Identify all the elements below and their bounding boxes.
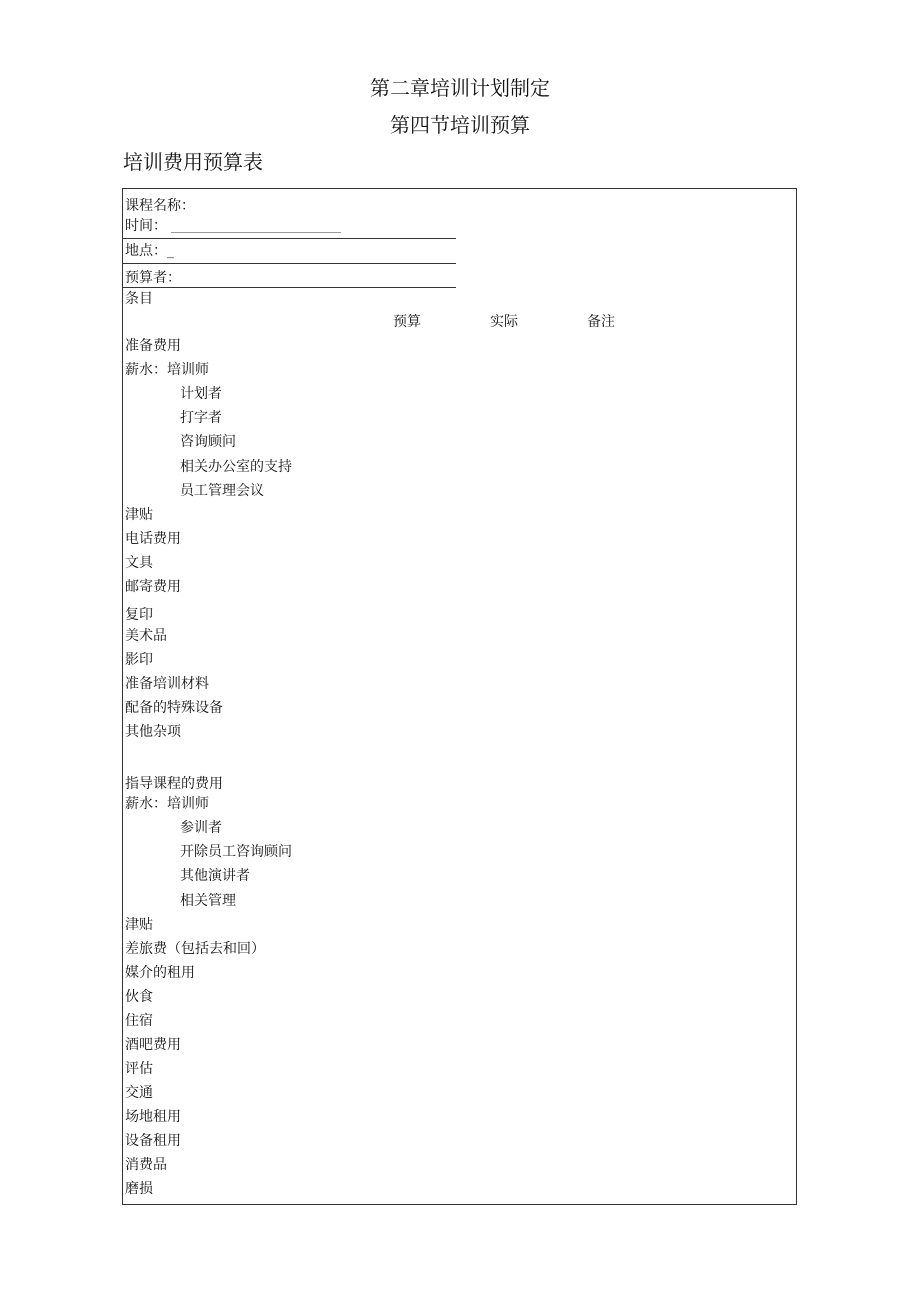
chapter-title: 第二章培训计划制定	[370, 76, 550, 100]
guide-salary-sub-item: 相关管理	[180, 893, 236, 909]
prep-item: 复印	[125, 607, 153, 623]
guide-item: 伙食	[125, 989, 153, 1005]
item-header: 条目	[125, 291, 153, 307]
prep-salary-sub-item: 咨询顾问	[180, 434, 236, 450]
actual-column-header: 实际	[490, 314, 518, 330]
guide-salary-sub-item: 参训者	[180, 820, 222, 836]
guide-item: 交通	[125, 1085, 153, 1101]
prep-item: 文具	[125, 555, 153, 571]
guide-item: 场地租用	[125, 1109, 181, 1125]
prep-salary-sub-item: 计划者	[180, 386, 222, 402]
guide-item: 住宿	[125, 1013, 153, 1029]
divider-line	[123, 238, 456, 239]
guide-item: 媒介的租用	[125, 965, 195, 981]
guide-salary: 薪水：培训师	[125, 796, 209, 812]
prep-salary: 薪水：培训师	[125, 362, 209, 378]
course-name-label: 课程名称：	[125, 198, 195, 214]
divider-line	[123, 263, 456, 264]
guide-item: 津贴	[125, 917, 153, 933]
guide-salary-sub-item: 开除员工咨询顾问	[180, 844, 292, 860]
prep-salary-sub-item: 相关办公室的支持	[180, 459, 292, 475]
prep-item: 其他杂项	[125, 724, 181, 740]
prep-item: 影印	[125, 652, 153, 668]
budgeter-label: 预算者：	[125, 270, 181, 286]
guide-item: 评估	[125, 1061, 153, 1077]
prep-item: 准备培训材料	[125, 676, 209, 692]
guide-item: 差旅费（包括去和回）	[125, 941, 265, 957]
prep-item: 配备的特殊设备	[125, 700, 223, 716]
guide-item: 酒吧费用	[125, 1037, 181, 1053]
prep-item: 美术品	[125, 628, 167, 644]
budget-column-header: 预算	[393, 314, 421, 330]
guide-item: 消费品	[125, 1157, 167, 1173]
guide-heading: 指导课程的费用	[125, 776, 223, 792]
time-label: 时间：	[125, 218, 167, 234]
time-blank-line	[171, 232, 341, 233]
guide-salary-sub-item: 其他演讲者	[180, 868, 250, 884]
notes-column-header: 备注	[587, 314, 615, 330]
prep-item: 津贴	[125, 507, 153, 523]
guide-item: 设备租用	[125, 1133, 181, 1149]
prep-salary-sub-item: 员工管理会议	[180, 483, 264, 499]
prep-salary-sub-item: 打字者	[180, 410, 222, 426]
section-title: 第四节培训预算	[390, 113, 530, 137]
divider-line	[123, 287, 456, 288]
prep-item: 电话费用	[125, 531, 181, 547]
prep-heading: 准备费用	[125, 338, 181, 354]
prep-item: 邮寄费用	[125, 579, 181, 595]
location-label: 地点：_	[125, 243, 174, 259]
table-title: 培训费用预算表	[123, 150, 263, 174]
guide-item: 磨损	[125, 1181, 153, 1197]
budget-table	[122, 188, 797, 1205]
